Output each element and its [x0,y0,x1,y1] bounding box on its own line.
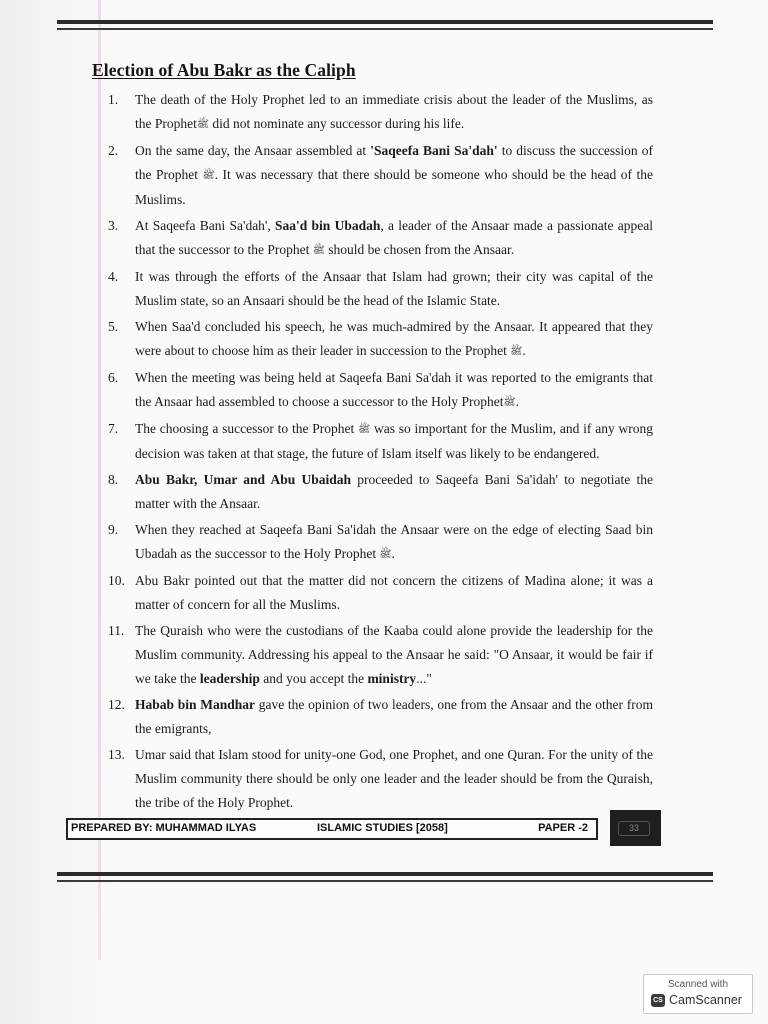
page-title: Election of Abu Bakr as the Caliph [92,60,356,80]
list-item [108,518,653,567]
text-run: When the meeting was being held at Saqeefa Bani Sa'dah it was reported to the emigrants that the Ansaar had assembled to choose a successor to the Holy Prophet [135,370,653,409]
text-run: Umar said that Islam stood for unity-one God, one Prophet, and one Quran. For the unity of the Muslim community there should be only one leader and the leader should be from the Quraish, the tribe of the Holy Prophet. [135,747,653,810]
list-item-number: 13. [108,747,125,762]
text-run: When Saa'd concluded his speech, he was much-admired by the Ansaar. It appeared that they were about to choose him as their leader in succession to the Prophet [135,319,653,358]
numbered-list [108,88,653,817]
text-run: It was through the efforts of the Ansaar that Islam had grown; their city was capital of the Muslim state, so an Ansaari should be the head of the Islamic State. [135,269,653,308]
list-item-text [135,366,653,415]
text-run: and you accept the [259,671,368,686]
list-item-text [135,265,653,313]
bold-text: Abu Bakr, Umar and Abu Ubaidah [135,472,352,487]
list-item-text [135,518,653,567]
list-item-number: 12. [108,697,125,712]
text-run: proceeded to Saqeefa Bani Sa'idah' to negotiate the matter with the Ansaar. [135,472,653,511]
list-item-text [135,619,653,691]
list-item [108,265,653,313]
footer-paper: PAPER -2 [538,822,588,834]
header-rule-thick [57,20,713,24]
text-run: The death of the Holy Prophet led to an immediate crisis about the leader of the Muslims, as the Prophet [135,92,653,131]
bold-text: 'Saqeefa Bani Sa'dah' [370,143,498,158]
text-run: did not nominate any successor during his life. [208,116,465,131]
list-item-number: 9. [108,522,119,537]
text-run: The choosing a successor to the Prophet [135,421,359,436]
list-item [108,468,653,516]
footer-rule-thin [57,880,713,882]
salutation-symbol: ﷺ [510,346,523,357]
page-number-box [610,810,661,846]
footer-rule-thick [57,872,713,876]
list-item-text [135,315,653,364]
footer-subject: ISLAMIC STUDIES [2058] [317,822,448,834]
list-item [108,417,653,466]
list-item-text [135,569,653,617]
text-run: The Quraish who were the custodians of the Kaaba could alone provide the leadership for the Muslim community. Addressing his appeal to the Ansaar he said: "O Ansaar, it would be fair if we take the [135,623,653,686]
bold-text: leadership [199,671,260,686]
list-item-text [135,743,653,815]
footer-bar [66,818,598,840]
text-run: gave the opinion of two leaders, one from the Ansaar and the other from the emigrants, [135,697,653,736]
watermark-brand: CamScanner [669,993,742,1007]
page-number: 33 [618,821,650,836]
salutation-symbol: ﷺ [358,424,371,435]
camscanner-logo-icon: CS [651,994,665,1007]
binding-shadow [0,0,120,1024]
list-item [108,366,653,415]
text-run: . It was necessary that there should be someone who should be the head of the Muslims. [135,167,653,207]
text-run: to discuss the succession of the Prophet [135,143,653,182]
list-item [108,315,653,364]
list-item-number: 8. [108,472,119,487]
text-run: . [522,343,526,358]
list-item-number: 11. [108,623,125,638]
text-run: At Saqeefa Bani Sa'dah', [135,218,276,233]
list-item [108,743,653,815]
text-run: , a leader of the Ansaar made a passionate appeal that the successor to the Prophet [135,218,653,257]
list-item-number: 4. [108,269,119,284]
bold-text: Saa'd bin Ubadah [275,218,381,233]
text-run: ..." [416,671,432,686]
list-item-text [135,468,653,516]
header-rule-thin [57,28,713,30]
salutation-symbol: ﷺ [312,245,325,256]
list-item-text [135,139,653,212]
list-item-number: 3. [108,218,119,233]
text-run: Abu Bakr pointed out that the matter did not concern the citizens of Madina alone; it was a matter of concern for all the Muslims. [135,573,653,612]
list-item-text [135,214,653,263]
list-item [108,569,653,617]
text-run: . [515,394,520,409]
text-run: On the same day, the Ansaar assembled at [135,143,371,158]
list-item-number: 5. [108,319,119,334]
bold-text: ministry [367,671,417,686]
text-run: When they reached at Saqeefa Bani Sa'idah the Ansaar were on the edge of electing Saad bin Ubadah as the successor to the Holy Prophet [135,522,653,561]
list-item-text [135,417,653,466]
footer-prepared-by: PREPARED BY: MUHAMMAD ILYAS [71,822,257,834]
list-item-number: 7. [108,421,119,436]
bold-text: Habab bin Mandhar [135,697,255,712]
list-item-number: 2. [108,143,119,158]
list-item [108,139,653,212]
binding-line [98,0,101,960]
list-item-number: 6. [108,370,119,385]
list-item [108,693,653,741]
text-run: was so important for the Muslim, and if any wrong decision was taken at that stage, the future of Islam itself was likely to be endangered. [135,421,653,461]
list-item-text [135,88,653,137]
text-run: should be chosen from the Ansaar. [324,242,515,257]
list-item-number: 10. [108,573,125,588]
list-item [108,619,653,691]
list-item-number: 1. [108,92,119,107]
list-item [108,88,653,137]
salutation-symbol: ﷺ [202,170,215,181]
list-item [108,214,653,263]
text-run: . [391,546,395,561]
salutation-symbol: ﷺ [379,549,392,560]
camscanner-watermark [643,974,753,1014]
salutation-symbol: ﷺ [503,397,516,408]
list-item-text [135,693,653,741]
salutation-symbol: ﷺ [196,119,209,130]
watermark-scanned-with: Scanned with [667,979,729,990]
